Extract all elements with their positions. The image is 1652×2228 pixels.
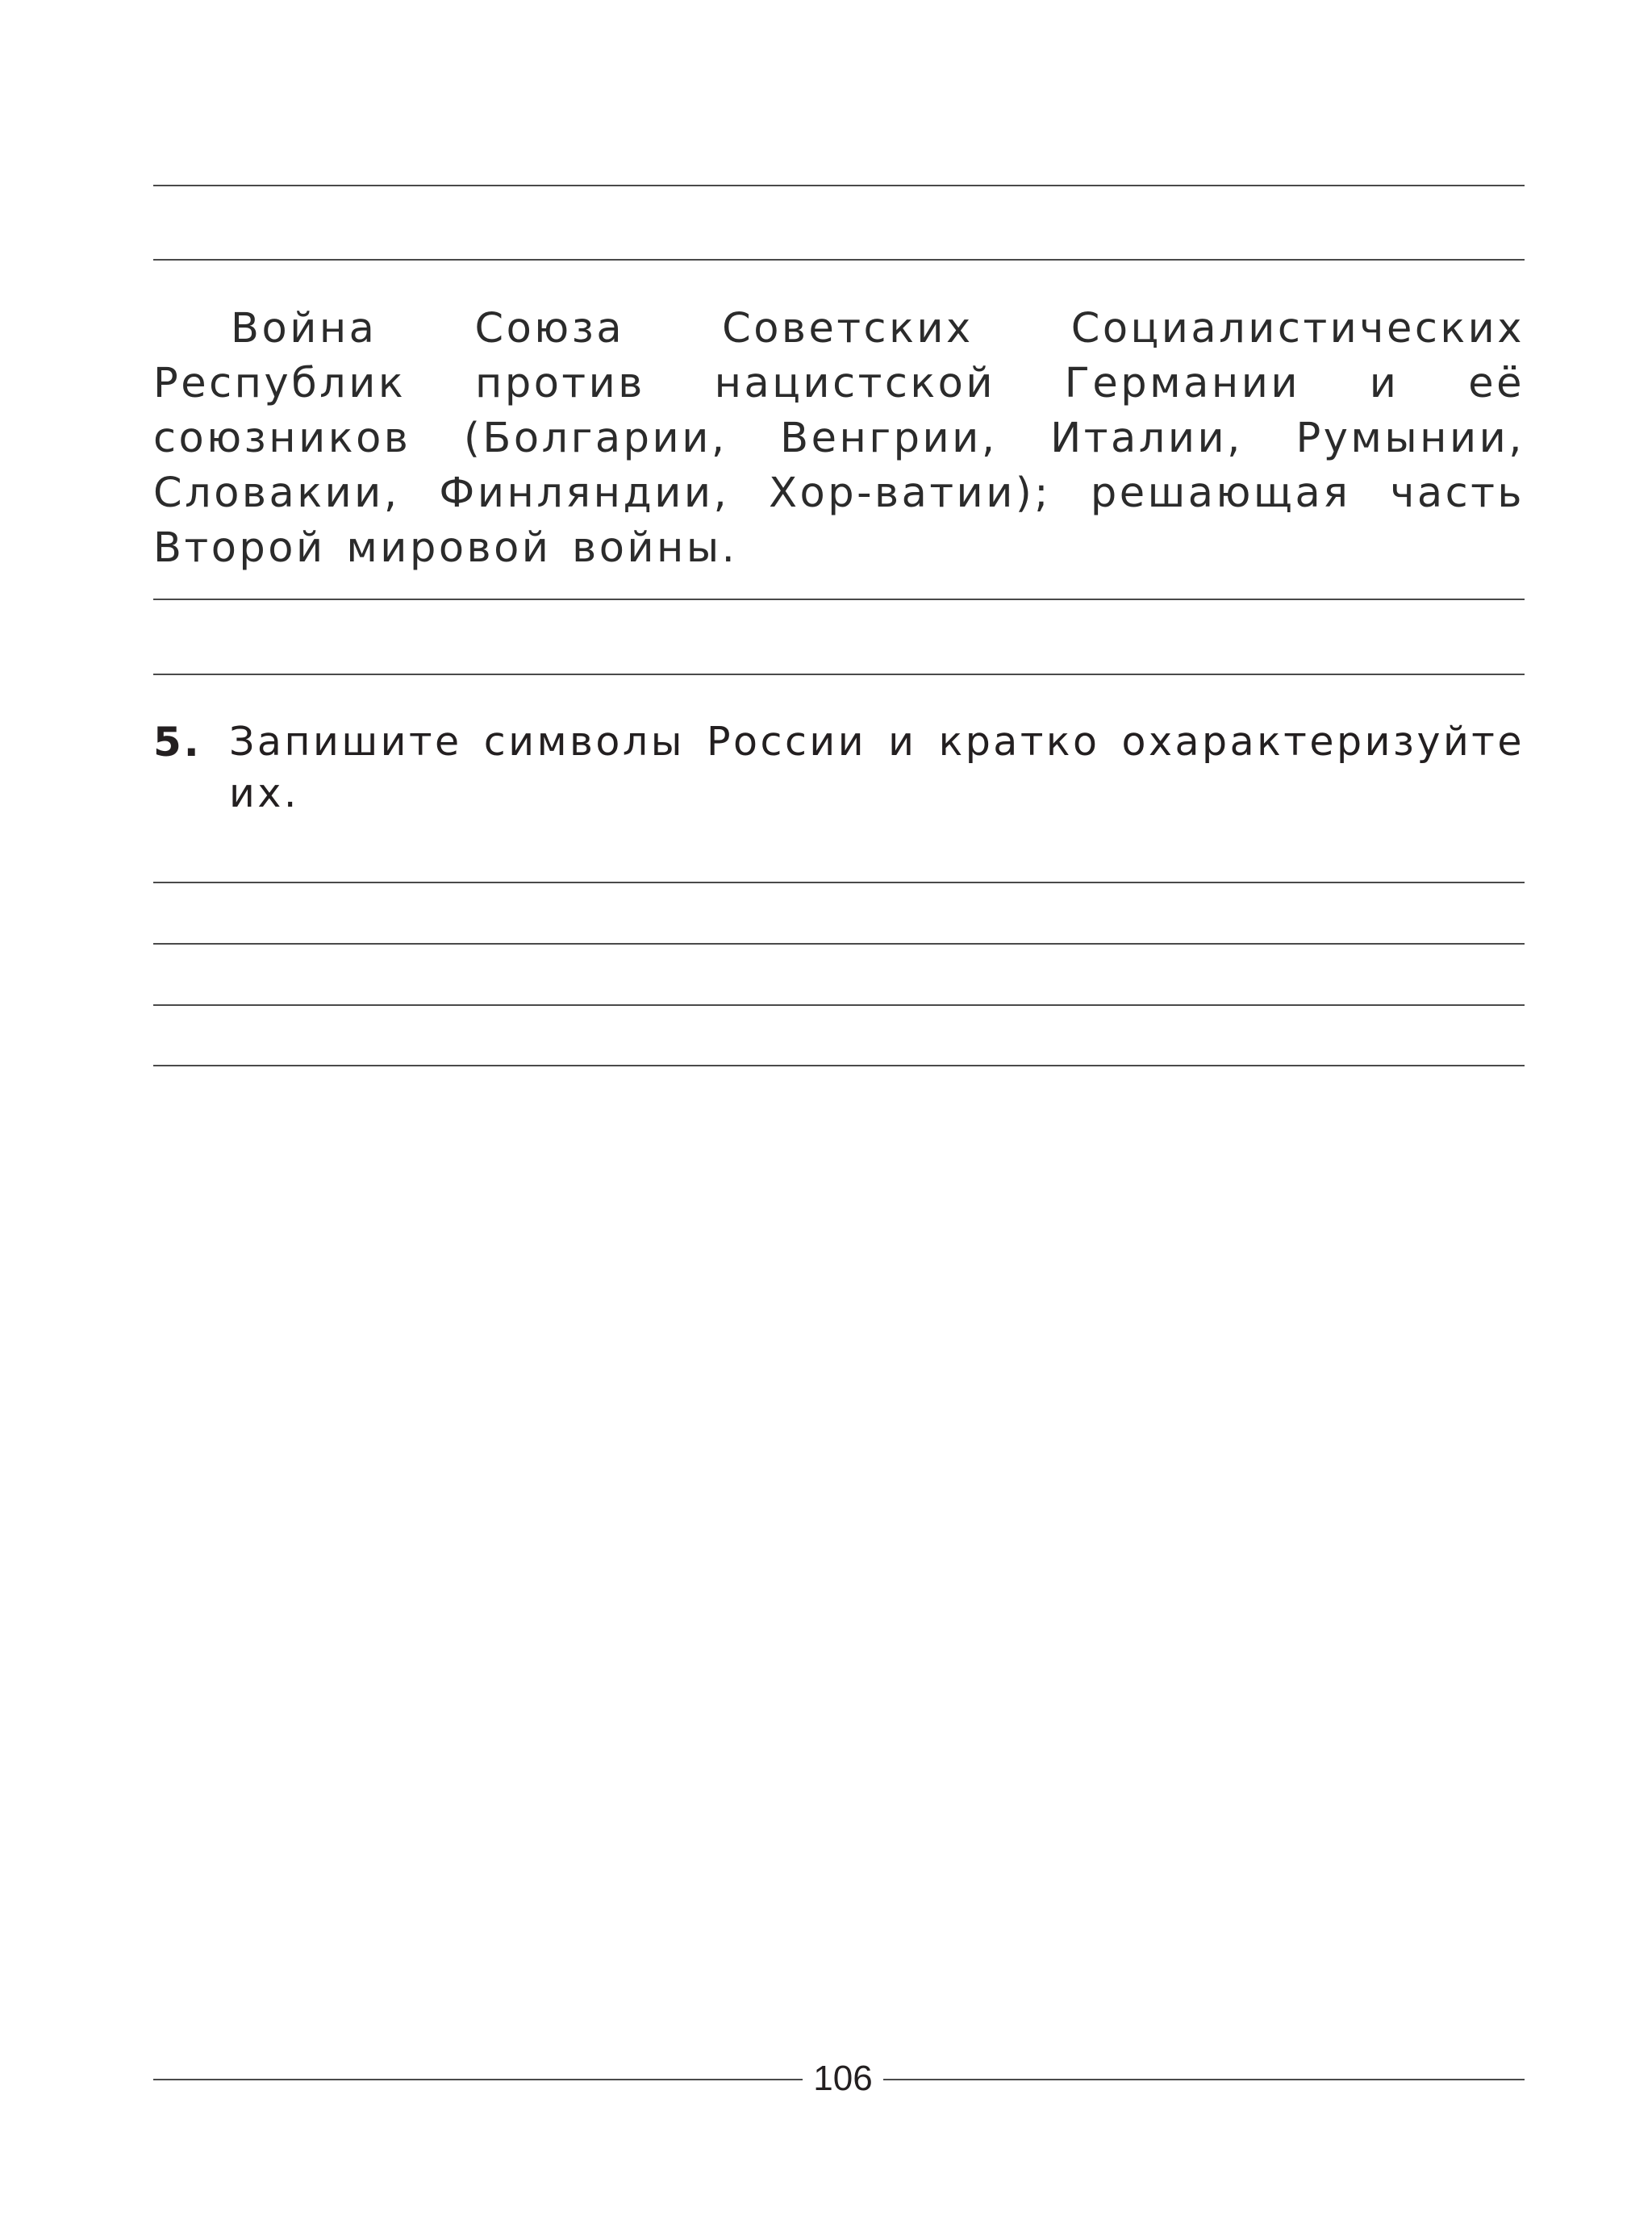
task-number: 5.: [153, 719, 202, 766]
footer-rule-left: [153, 2079, 803, 2080]
task-5: [153, 716, 1525, 820]
page-number: 106: [813, 2059, 873, 2098]
answer-line[interactable]: [153, 674, 1525, 675]
answer-line[interactable]: [153, 1065, 1525, 1066]
definition-paragraph: Война Союза Советских Социалистических Республик против нацистской Германии и её союзников (Болгарии, Венгрии, Италии, Румынии, Словакии, Финляндии, Хор-ватии); решающая часть Второй мировой войны.: [153, 305, 1525, 572]
footer-rule-right: [883, 2079, 1525, 2080]
answer-line[interactable]: [153, 882, 1525, 883]
task-question: Запишите символы России и кратко охарактеризуйте их.: [229, 719, 1525, 816]
answer-line[interactable]: [153, 259, 1525, 261]
answer-line[interactable]: [153, 1004, 1525, 1006]
answer-line[interactable]: [153, 599, 1525, 600]
answer-line[interactable]: [153, 943, 1525, 945]
answer-line[interactable]: [153, 185, 1525, 186]
